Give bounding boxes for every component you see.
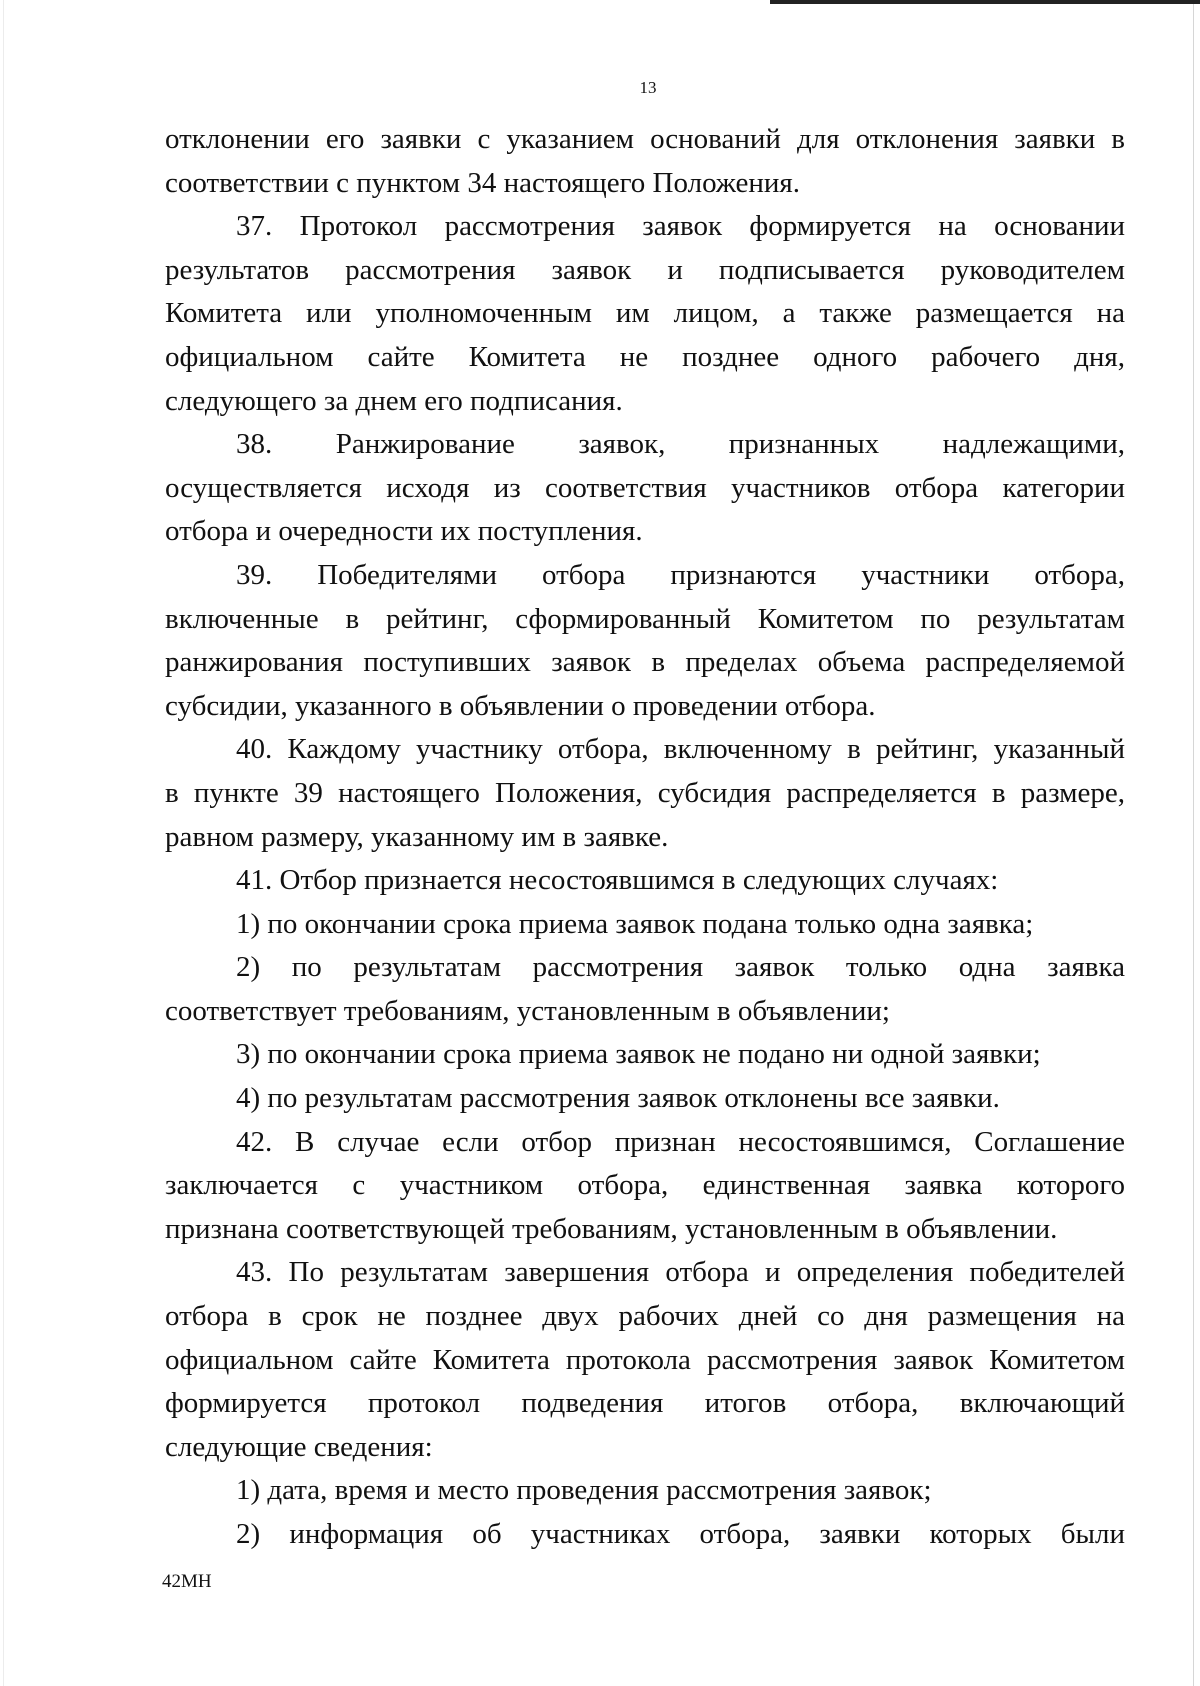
text-line: следующие сведения: <box>165 1430 433 1463</box>
paragraph-41-start: 41. Отбор признается несостоявшимся в следующих случаях: <box>236 864 999 897</box>
text-line: отклонении его заявки с указанием оснований для отклонения заявки в <box>165 123 1125 155</box>
paragraph-39-start: 39. Победителями отбора признаются участники отбора, <box>236 558 1125 591</box>
list-item: 1) по окончании срока приема заявок подана только одна заявка; <box>236 907 1034 940</box>
text-line: соответствии с пунктом 34 настоящего Положения. <box>165 166 800 199</box>
paragraph-43-start: 43. По результатам завершения отбора и определения победителей <box>236 1256 1125 1289</box>
text-line: результатов рассмотрения заявок и подписывается руководителем <box>165 253 1125 286</box>
paragraph-38-start: 38. Ранжирование заявок, признанных надлежащими, <box>236 428 1125 461</box>
text-line: отбора в срок не позднее двух рабочих дней со дня размещения на <box>165 1300 1125 1333</box>
text-line: включенные в рейтинг, сформированный Комитетом по результатам <box>165 602 1125 635</box>
text-line: официальном сайте Комитета протокола рассмотрения заявок Комитетом <box>165 1343 1125 1376</box>
list-item: 1) дата, время и место проведения рассмотрения заявок; <box>236 1474 932 1507</box>
scan-edge-left <box>3 0 4 1686</box>
text-line: в пункте 39 настоящего Положения, субсидия распределяется в размере, <box>165 776 1125 809</box>
scan-top-line <box>770 0 1200 4</box>
text-line: признана соответствующей требованиям, установленным в объявлении. <box>165 1212 1058 1245</box>
scan-edge-right <box>1193 0 1194 1686</box>
list-item: 2) по результатам рассмотрения заявок только одна заявка <box>236 951 1125 984</box>
text-line: ранжирования поступивших заявок в пределах объема распределяемой <box>165 646 1125 679</box>
text-line: формируется протокол подведения итогов отбора, включающий <box>165 1387 1125 1420</box>
footer-document-code: 42МН <box>162 1571 212 1592</box>
list-item: 3) по окончании срока приема заявок не подано ни одной заявки; <box>236 1038 1041 1071</box>
text-line: осуществляется исходя из соответствия участников отбора категории <box>165 471 1125 504</box>
text-line: Комитета или уполномоченным им лицом, а также размещается на <box>165 297 1125 330</box>
page-number: 13 <box>639 78 657 97</box>
list-item: 4) по результатам рассмотрения заявок отклонены все заявки. <box>236 1082 1000 1115</box>
text-line: субсидии, указанного в объявлении о проведении отбора. <box>165 689 876 722</box>
paragraph-40-start: 40. Каждому участнику отбора, включенному в рейтинг, указанный <box>236 733 1125 766</box>
paragraph-37-start: 37. Протокол рассмотрения заявок формируется на основании <box>236 210 1125 243</box>
list-item: 2) информация об участниках отбора, заявки которых были <box>236 1518 1125 1550</box>
text-line: заключается с участником отбора, единственная заявка которого <box>165 1169 1125 1202</box>
text-line: соответствует требованиям, установленным в объявлении; <box>165 994 890 1027</box>
text-line: следующего за днем его подписания. <box>165 384 623 417</box>
text-line: равном размеру, указанному им в заявке. <box>165 820 669 853</box>
text-line: официальном сайте Комитета не позднее одного рабочего дня, <box>165 340 1125 373</box>
text-line: отбора и очередности их поступления. <box>165 515 643 548</box>
paragraph-42-start: 42. В случае если отбор признан несостоявшимся, Соглашение <box>236 1125 1125 1158</box>
document-body <box>165 118 1125 1557</box>
